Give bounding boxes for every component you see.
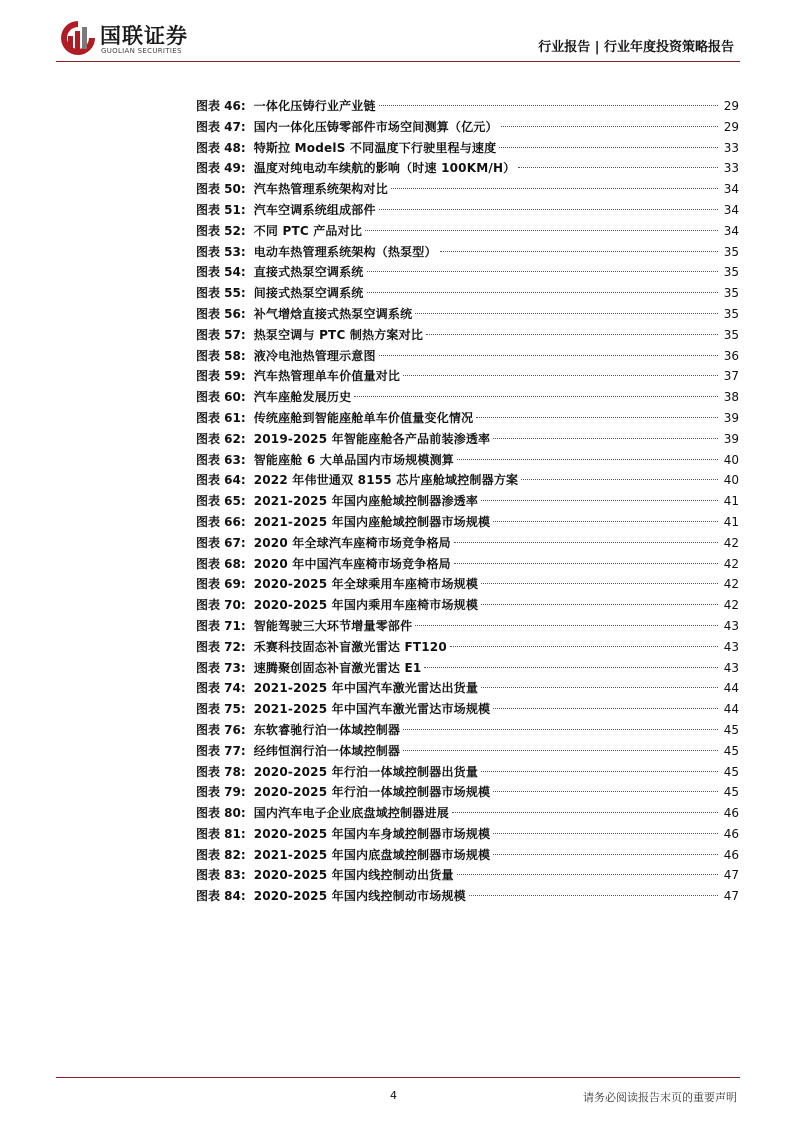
toc-dot-leader	[424, 667, 718, 668]
toc-entry-page: 44	[723, 702, 739, 717]
toc-entry[interactable]	[196, 845, 739, 866]
toc-entry[interactable]	[196, 470, 739, 491]
toc-dot-leader	[415, 313, 718, 314]
toc-entry-label: 图表 55:	[196, 286, 246, 301]
toc-entry-page: 40	[723, 473, 739, 488]
toc-entry-page: 37	[723, 369, 739, 384]
toc-entry[interactable]	[196, 574, 739, 595]
toc-entry-title: 补气增焓直接式热泵空调系统	[253, 306, 413, 321]
toc-dot-leader	[469, 895, 718, 896]
toc-entry-title: 2019-2025 年智能座舱各产品前装渗透率	[253, 431, 491, 446]
toc-entry-title: 2020-2025 年国内乘用车座椅市场规模	[253, 598, 479, 613]
toc-entry-label: 图表 78:	[196, 764, 246, 779]
toc-entry[interactable]	[196, 762, 739, 783]
report-type-label: 行业报告 | 行业年度投资策略报告	[538, 40, 734, 55]
toc-dot-leader	[415, 625, 718, 626]
toc-dot-leader	[403, 375, 718, 376]
toc-entry-page: 39	[723, 410, 739, 425]
toc-entry-label: 图表 46:	[196, 99, 246, 113]
toc-entry[interactable]	[196, 782, 739, 803]
toc-dot-leader	[476, 417, 718, 418]
toc-entry-label: 图表 76:	[196, 722, 246, 737]
toc-entry[interactable]	[196, 554, 739, 575]
toc-dot-leader	[481, 687, 718, 688]
toc-dot-leader	[403, 729, 718, 730]
toc-entry-page: 43	[723, 618, 739, 633]
toc-dot-leader	[481, 771, 718, 772]
toc-entry[interactable]	[196, 595, 739, 616]
toc-entry-page: 41	[723, 514, 739, 529]
toc-entry-label: 图表 71:	[196, 618, 246, 633]
toc-entry-label: 图表 56:	[196, 306, 246, 321]
toc-entry-label: 图表 63:	[196, 452, 246, 467]
toc-entry[interactable]	[196, 720, 739, 741]
toc-dot-leader	[367, 271, 719, 272]
toc-entry-page: 42	[723, 535, 739, 550]
toc-entry-label: 图表 62:	[196, 431, 246, 446]
toc-entry[interactable]	[196, 616, 739, 637]
toc-entry-label: 图表 57:	[196, 327, 246, 342]
toc-entry-page: 35	[723, 244, 739, 259]
toc-entry[interactable]	[196, 304, 739, 325]
toc-entry[interactable]	[196, 865, 739, 886]
toc-entry-page: 29	[723, 99, 739, 113]
toc-entry[interactable]	[196, 283, 739, 304]
toc-entry-label: 图表 53:	[196, 244, 246, 259]
toc-entry-title: 温度对纯电动车续航的影响（时速 100KM/H）	[253, 161, 516, 176]
toc-dot-leader	[426, 334, 718, 335]
toc-entry-page: 46	[723, 806, 739, 821]
toc-entry-label: 图表 70:	[196, 598, 246, 613]
toc-entry-title: 电动车热管理系统架构（热泵型）	[253, 244, 437, 259]
toc-entry-label: 图表 58:	[196, 348, 246, 363]
toc-entry[interactable]	[196, 346, 739, 367]
company-logo	[58, 18, 208, 58]
toc-entry-label: 图表 64:	[196, 473, 246, 488]
toc-dot-leader	[403, 750, 718, 751]
toc-entry-label: 图表 68:	[196, 556, 246, 571]
toc-dot-leader	[365, 230, 718, 231]
toc-entry-title: 智能驾驶三大环节增量零部件	[253, 618, 413, 633]
toc-entry-page: 33	[723, 161, 739, 176]
toc-entry[interactable]	[196, 262, 739, 283]
toc-entry-page: 47	[723, 868, 739, 883]
toc-dot-leader	[450, 646, 718, 647]
toc-entry-label: 图表 84:	[196, 889, 246, 904]
toc-entry[interactable]	[196, 512, 739, 533]
toc-dot-leader	[493, 438, 718, 439]
toc-entry-page: 41	[723, 494, 739, 509]
toc-entry[interactable]	[196, 741, 739, 762]
toc-entry-page: 29	[723, 119, 739, 134]
toc-entry-page: 35	[723, 327, 739, 342]
toc-dot-leader	[481, 500, 718, 501]
toc-entry-title: 2021-2025 年中国汽车激光雷达出货量	[253, 681, 479, 696]
page-number: 4	[390, 1089, 397, 1102]
toc-entry[interactable]	[196, 138, 739, 159]
logo-english-name: GUOLIAN SECURITIES	[101, 47, 182, 55]
toc-entry-page: 43	[723, 639, 739, 654]
toc-entry-page: 36	[723, 348, 739, 363]
toc-entry-page: 46	[723, 847, 739, 862]
toc-entry-title: 汽车座舱发展历史	[253, 390, 352, 405]
toc-entry-label: 图表 69:	[196, 577, 246, 592]
toc-entry-label: 图表 50:	[196, 182, 246, 197]
toc-entry-title: 2020 年全球汽车座椅市场竞争格局	[253, 535, 451, 550]
toc-entry-label: 图表 67:	[196, 535, 246, 550]
toc-entry-page: 35	[723, 286, 739, 301]
toc-entry-label: 图表 77:	[196, 743, 246, 758]
toc-entry-label: 图表 51:	[196, 202, 246, 217]
toc-entry[interactable]	[196, 886, 739, 907]
toc-entry-label: 图表 74:	[196, 681, 246, 696]
toc-entry[interactable]	[196, 429, 739, 450]
toc-entry-title: 液冷电池热管理示意图	[253, 348, 376, 363]
toc-entry-page: 45	[723, 743, 739, 758]
toc-entry-label: 图表 65:	[196, 494, 246, 509]
toc-entry-page: 46	[723, 826, 739, 841]
toc-entry-title: 国内一体化压铸零部件市场空间测算（亿元）	[253, 119, 498, 134]
toc-entry-title: 一体化压铸行业产业链	[253, 99, 376, 113]
toc-entry-title: 传统座舱到智能座舱单车价值量变化情况	[253, 410, 474, 425]
toc-dot-leader	[457, 459, 718, 460]
toc-entry-page: 47	[723, 889, 739, 904]
toc-entry-label: 图表 59:	[196, 369, 246, 384]
toc-entry-title: 汽车空调系统组成部件	[253, 202, 376, 217]
toc-entry-title: 直接式热泵空调系统	[253, 265, 364, 280]
toc-entry-title: 间接式热泵空调系统	[253, 286, 364, 301]
toc-entry-label: 图表 80:	[196, 806, 246, 821]
toc-entry-label: 图表 66:	[196, 514, 246, 529]
toc-entry[interactable]	[196, 96, 739, 117]
toc-entry-page: 35	[723, 265, 739, 280]
toc-dot-leader	[521, 479, 718, 480]
toc-entry-label: 图表 73:	[196, 660, 246, 675]
toc-entry-page: 40	[723, 452, 739, 467]
footer-divider	[56, 1077, 740, 1078]
toc-entry[interactable]	[196, 637, 739, 658]
toc-entry-title: 特斯拉 ModelS 不同温度下行驶里程与速度	[253, 140, 497, 155]
toc-entry-page: 45	[723, 722, 739, 737]
toc-dot-leader	[354, 396, 718, 397]
toc-entry-title: 汽车热管理单车价值量对比	[253, 369, 401, 384]
toc-entry-page: 44	[723, 681, 739, 696]
toc-entry-page: 34	[723, 223, 739, 238]
toc-dot-leader	[493, 521, 718, 522]
toc-entry[interactable]	[196, 366, 739, 387]
toc-entry-page: 34	[723, 182, 739, 197]
toc-entry-label: 图表 72:	[196, 639, 246, 654]
toc-entry-label: 图表 82:	[196, 847, 246, 862]
toc-entry[interactable]	[196, 658, 739, 679]
toc-entry-page: 45	[723, 785, 739, 800]
toc-dot-leader	[379, 105, 718, 106]
toc-entry-label: 图表 47:	[196, 119, 246, 134]
page-header	[0, 0, 794, 64]
toc-entry-title: 2020-2025 年国内线控制动市场规模	[253, 889, 466, 904]
figure-list	[196, 96, 739, 907]
toc-entry-label: 图表 60:	[196, 390, 246, 405]
toc-entry-page: 43	[723, 660, 739, 675]
toc-entry[interactable]	[196, 678, 739, 699]
toc-entry-title: 2021-2025 年中国汽车激光雷达市场规模	[253, 702, 491, 717]
toc-entry-title: 2020-2025 年行泊一体域控制器市场规模	[253, 785, 491, 800]
toc-dot-leader	[481, 583, 718, 584]
toc-entry-title: 不同 PTC 产品对比	[253, 223, 363, 238]
toc-entry[interactable]	[196, 179, 739, 200]
toc-entry-label: 图表 49:	[196, 161, 246, 176]
toc-entry[interactable]	[196, 491, 739, 512]
toc-entry-title: 2020-2025 年国内线控制动出货量	[253, 868, 454, 883]
toc-entry[interactable]	[196, 325, 739, 346]
toc-entry-title: 热泵空调与 PTC 制热方案对比	[253, 327, 424, 342]
toc-entry-page: 39	[723, 431, 739, 446]
toc-entry-title: 智能座舱 6 大单品国内市场规模测算	[253, 452, 454, 467]
toc-dot-leader	[493, 791, 718, 792]
toc-dot-leader	[454, 542, 718, 543]
toc-entry-title: 2020-2025 年全球乘用车座椅市场规模	[253, 577, 479, 592]
toc-dot-leader	[452, 812, 718, 813]
toc-entry-label: 图表 48:	[196, 140, 246, 155]
toc-entry-label: 图表 54:	[196, 265, 246, 280]
toc-entry[interactable]	[196, 699, 739, 720]
toc-entry-page: 38	[723, 390, 739, 405]
toc-dot-leader	[493, 833, 718, 834]
toc-entry[interactable]	[196, 158, 739, 179]
toc-entry[interactable]	[196, 387, 739, 408]
toc-entry-page: 45	[723, 764, 739, 779]
toc-entry-title: 2020 年中国汽车座椅市场竞争格局	[253, 556, 451, 571]
toc-dot-leader	[379, 209, 718, 210]
toc-entry-page: 35	[723, 306, 739, 321]
toc-entry-title: 2021-2025 年国内座舱域控制器市场规模	[253, 514, 491, 529]
toc-entry-page: 42	[723, 556, 739, 571]
toc-entry-page: 42	[723, 577, 739, 592]
toc-entry[interactable]	[196, 242, 739, 263]
toc-entry-title: 2022 年伟世通双 8155 芯片座舱域控制器方案	[253, 473, 519, 488]
toc-entry[interactable]	[196, 533, 739, 554]
toc-entry-page: 34	[723, 202, 739, 217]
toc-entry[interactable]	[196, 803, 739, 824]
toc-entry-title: 2020-2025 年行泊一体域控制器出货量	[253, 764, 479, 779]
toc-dot-leader	[518, 167, 718, 168]
toc-dot-leader	[481, 604, 718, 605]
toc-entry-title: 经纬恒润行泊一体域控制器	[253, 743, 401, 758]
toc-dot-leader	[493, 854, 718, 855]
toc-entry-page: 33	[723, 140, 739, 155]
toc-entry-title: 汽车热管理系统架构对比	[253, 182, 388, 197]
toc-entry-title: 2021-2025 年国内底盘域控制器市场规模	[253, 847, 491, 862]
toc-dot-leader	[457, 874, 718, 875]
toc-entry[interactable]	[196, 221, 739, 242]
toc-entry[interactable]	[196, 450, 739, 471]
toc-entry[interactable]	[196, 408, 739, 429]
toc-entry-label: 图表 79:	[196, 785, 246, 800]
disclaimer-text: 请务必阅读报告末页的重要声明	[583, 1091, 737, 1104]
logo-emblem-icon	[58, 18, 98, 58]
toc-entry-label: 图表 61:	[196, 410, 246, 425]
toc-entry-label: 图表 83:	[196, 868, 246, 883]
toc-dot-leader	[454, 563, 718, 564]
toc-entry-label: 图表 52:	[196, 223, 246, 238]
logo-chinese-name: 国联证券	[100, 24, 188, 48]
toc-entry-label: 图表 81:	[196, 826, 246, 841]
toc-dot-leader	[493, 708, 718, 709]
toc-entry-label: 图表 75:	[196, 702, 246, 717]
toc-entry-title: 国内汽车电子企业底盘域控制器进展	[253, 806, 449, 821]
toc-dot-leader	[440, 251, 718, 252]
toc-entry[interactable]	[196, 117, 739, 138]
toc-entry-title: 2021-2025 年国内座舱域控制器渗透率	[253, 494, 479, 509]
toc-entry[interactable]	[196, 824, 739, 845]
toc-entry-page: 42	[723, 598, 739, 613]
toc-dot-leader	[367, 292, 719, 293]
header-divider	[56, 61, 740, 62]
toc-dot-leader	[391, 188, 718, 189]
toc-entry-title: 东软睿驰行泊一体域控制器	[253, 722, 401, 737]
toc-entry-title: 2020-2025 年国内车身域控制器市场规模	[253, 826, 491, 841]
toc-dot-leader	[379, 355, 718, 356]
toc-entry[interactable]	[196, 200, 739, 221]
toc-entry-title: 禾赛科技固态补盲激光雷达 FT120	[253, 639, 447, 654]
toc-dot-leader	[499, 147, 718, 148]
toc-entry-title: 速腾聚创固态补盲激光雷达 E1	[253, 660, 422, 675]
toc-dot-leader	[501, 126, 718, 127]
